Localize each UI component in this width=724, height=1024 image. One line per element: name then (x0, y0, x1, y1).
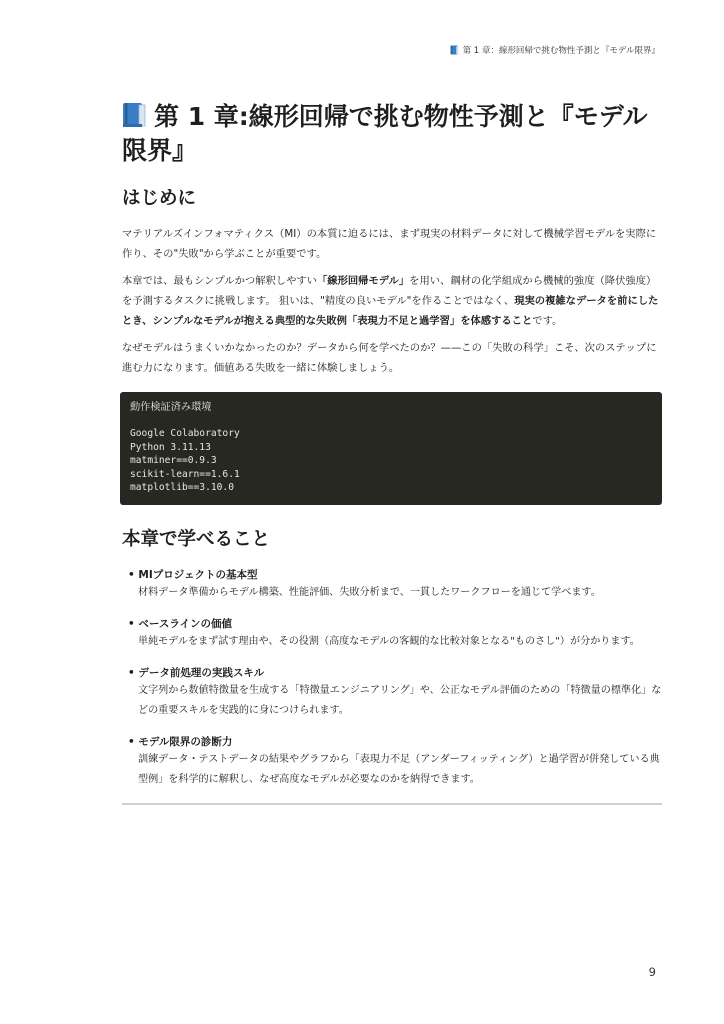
list-item (128, 734, 662, 790)
list-item (128, 665, 662, 721)
intro-p2-bold: 現実の複雑なデータを前にしたとき、シンプルなモデルが抱える典型的な失敗例「表現力不足と過学習」を体感すること (122, 295, 659, 327)
learn-heading: 本章で学べること (122, 528, 271, 550)
page-number: 9 (648, 965, 656, 979)
running-header (450, 44, 660, 56)
intro-p2-text: 本章では、最もシンプルかつ解釈しやすい (122, 275, 317, 287)
chapter-title-text: 第 1 章:線形回帰で挑む物性予測と『モデル限界』 (122, 102, 648, 165)
environment-box (120, 392, 662, 505)
intro-heading: はじめに (122, 188, 197, 209)
intro-p2-text: を用い、鋼材の化学組成から機械的強度（降伏強度）を予測するタスクに挑戦します。 狙いは、"精度の良いモデル"を作ることではなく、 (122, 275, 657, 307)
list-item (128, 567, 662, 603)
list-item-description: 訓練データ・テストデータの結果やグラフから「表現力不足（アンダーフィッティング）と過学習が併発している典型例」を科学的に解釈し、なぜ高度なモデルが必要なのかを納得できます。 (138, 753, 660, 785)
book-icon (122, 102, 146, 128)
environment-line: matminer==0.9.3 (130, 455, 217, 466)
book-icon (450, 45, 459, 55)
chapter-title (122, 100, 662, 168)
page-content (122, 100, 662, 813)
environment-line: Python 3.11.13 (130, 441, 211, 453)
running-header-text: 第 1 章：線形回帰で挑む物性予測と『モデル限界』 (462, 46, 660, 56)
intro-paragraph-3: なぜモデルはうまくいかなかったのか？データから何を学べたのか？——この「失敗の科学」こそ、次のステップに進む力になります。価値ある失敗を一緒に体験しましょう。 (122, 342, 657, 374)
intro-paragraph-1: マテリアルズインフォマティクス（MI）の本質に迫るには、まず現実の材料データに対して機械学習モデルを実際に作り、その"失敗"から学ぶことが重要です。 (122, 228, 657, 260)
list-item-description: 文字列から数値特徴量を生成する「特徴量エンジニアリング」や、公正なモデル評価のための「特徴量の標準化」などの重要スキルを実践的に身につけられます。 (138, 684, 662, 716)
environment-line: matplotlib==3.10.0 (130, 482, 234, 493)
list-item-title: • モデル限界の診断力 (128, 734, 662, 750)
section-divider (122, 803, 662, 805)
environment-line: scikit-learn==1.6.1 (130, 468, 240, 480)
intro-p2-bold: 「線形回帰モデル」 (316, 275, 410, 287)
list-item-description: 材料データ準備からモデル構築、性能評価、失敗分析まで、一貫したワークフローを通じて学べます。 (138, 586, 601, 598)
learn-list (122, 567, 662, 790)
list-item-title: • ベースラインの価値 (128, 616, 662, 632)
environment-line: Google Colaboratory (130, 428, 240, 439)
intro-paragraph-2 (122, 271, 662, 331)
list-item-title: • データ前処理の実践スキル (128, 665, 662, 681)
list-item (128, 616, 662, 652)
list-item-title: • MIプロジェクトの基本型 (128, 567, 662, 583)
environment-title: 動作検証済み環境 (130, 402, 212, 413)
list-item-description: 単純モデルをまず試す理由や、その役割（高度なモデルの客観的な比較対象となる"ものさし"）が分かります。 (138, 635, 640, 647)
intro-p2-text: です。 (532, 315, 563, 327)
